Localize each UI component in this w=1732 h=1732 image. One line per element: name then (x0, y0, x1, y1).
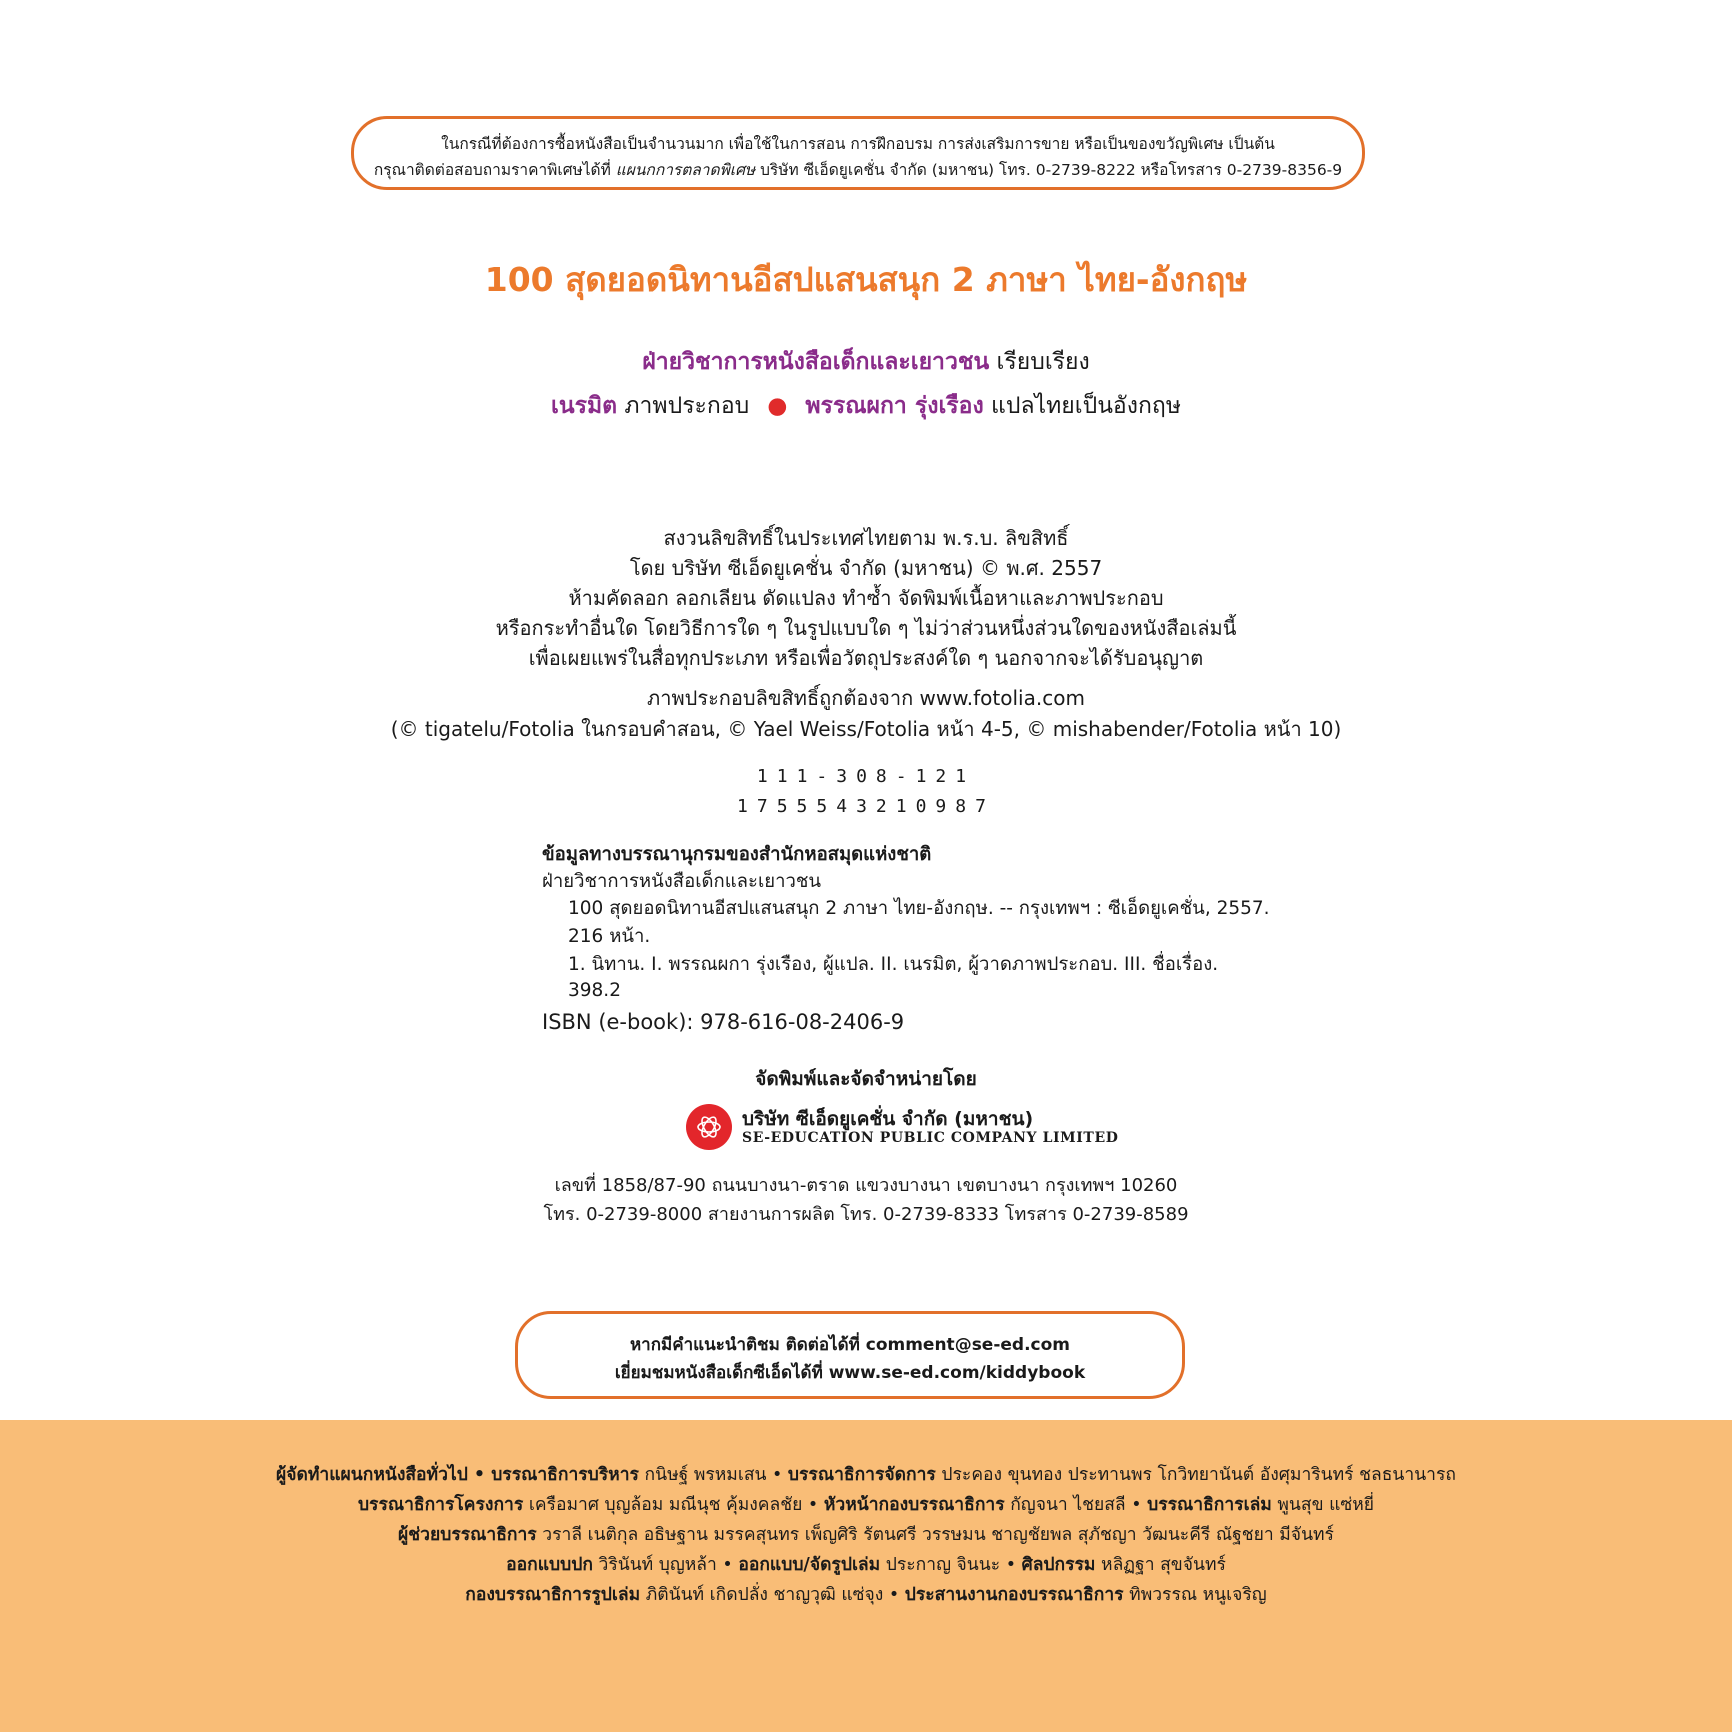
publisher-name-thai: บริษัท ซีเอ็ดยูเคชั่น จำกัด (มหาชน) (742, 1108, 1034, 1130)
publisher-phones: โทร. 0-2739-8000 สายงานการผลิต โทร. 0-2739-8333 โทรสาร 0-2739-8589 (543, 1204, 1189, 1225)
isbn: ISBN (e-book): 978-616-08-2406-9 (542, 1010, 905, 1034)
copyright-line-3: ห้ามคัดลอก ลอกเลียน ดัดแปลง ทำซ้ำ จัดพิมพ์เนื้อหาและภาพประกอบ (568, 586, 1164, 610)
staff-credits-footer (0, 1420, 1732, 1732)
bullet-dot-icon: ● (767, 393, 788, 419)
illustrator-role: ภาพประกอบ (617, 393, 750, 419)
catalog-classification: 398.2 (568, 980, 621, 1001)
special-marketing-dept: แผนกการตลาดพิเศษ (615, 161, 756, 179)
editor-name: ฝ่ายวิชาการหนังสือเด็กและเยาวชน (642, 349, 990, 375)
contact-email-line: หากมีคำแนะนำติชม ติดต่อได้ที่ comment@se-ed.com (629, 1335, 1071, 1355)
translator-name: พรรณผกา รุ่งเรือง (805, 393, 984, 419)
staff-row: บรรณาธิการโครงการ เครือมาศ บุญล้อม มณีนุช คุ้มงคลชัย • หัวหน้ากองบรรณาธิการ กัญจนา ไชยสลี • บรรณาธิการเล่ม พูนสุข แซ่หยี่ (357, 1495, 1375, 1515)
image-credit-detail: (© tigatelu/Fotolia ในกรอบคำสอน, © Yael Weiss/Fotolia หน้า 4-5, © mishabender/Fotolia หน้า 10) (390, 717, 1342, 741)
publisher-address: เลขที่ 1858/87-90 ถนนบางนา-ตราด แขวงบางนา เขตบางนา กรุงเทพฯ 10260 (554, 1175, 1178, 1196)
notice-line-1: ในกรณีที่ต้องการซื้อหนังสือเป็นจำนวนมาก เพื่อใช้ในการสอน การฝึกอบรม การส่งเสริมการขาย หรือเป็นของขวัญพิเศษ เป็นต้น (441, 135, 1275, 153)
book-title: 100 สุดยอดนิทานอีสปแสนสนุก 2 ภาษา ไทย-อังกฤษ (484, 260, 1248, 299)
illustrator-name: เนรมิต (551, 393, 618, 419)
catalog-title-line: 100 สุดยอดนิทานอีสปแสนสนุก 2 ภาษา ไทย-อังกฤษ. -- กรุงเทพฯ : ซีเอ็ดยูเคชั่น, 2557. (568, 898, 1270, 919)
contact-box (515, 1311, 1185, 1399)
notice-line-2: กรุณาติดต่อสอบถามราคาพิเศษได้ที่ แผนกการตลาดพิเศษ บริษัท ซีเอ็ดยูเคชั่น จำกัด (มหาชน) โทร. 0-2739-8222 หรือโทรสาร 0-2739-8356-9 (373, 161, 1343, 179)
copyright-line-1: สงวนลิขสิทธิ์ในประเทศไทยตาม พ.ร.บ. ลิขสิทธิ์ (663, 526, 1069, 550)
publisher-name-english: SE-EDUCATION PUBLIC COMPANY LIMITED (742, 1130, 1119, 1146)
staff-row: ผู้จัดทำแผนกหนังสือทั่วไป • บรรณาธิการบริหาร กนิษฐ์ พรหมเสน • บรรณาธิการจัดการ ประคอง ขุนทอง ประทานพร โกวิทยานันต์ อังศุมารินทร์ ชลธนานารถ (276, 1465, 1456, 1485)
catalog-author: ฝ่ายวิชาการหนังสือเด็กและเยาวชน (542, 871, 822, 892)
catalog-pages: 216 หน้า. (568, 926, 651, 947)
editor-role: เรียบเรียง (989, 349, 1090, 375)
image-credit-line: ภาพประกอบลิขสิทธิ์ถูกต้องจาก www.fotolia.com (647, 686, 1085, 710)
translator-role: แปลไทยเป็นอังกฤษ (983, 393, 1181, 419)
contact-web-line: เยี่ยมชมหนังสือเด็กซีเอ็ดได้ที่ www.se-ed.com/kiddybook (614, 1363, 1086, 1383)
print-run-numbers: 1755543210987 (737, 796, 995, 817)
credits-illustrator-translator (0, 388, 1732, 424)
staff-row: ผู้ช่วยบรรณาธิการ วราลี เนติกุล อธิษฐาน มรรคสุนทร เพ็ญศิริ รัตนศรี วรรษมน ชาญชัยพล สุภัชญา วัฒนะคีรี ณัฐชยา มีจันทร์ (398, 1525, 1334, 1545)
catalog-subjects: 1. นิทาน. I. พรรณผกา รุ่งเรือง, ผู้แปล. II. เนรมิต, ผู้วาดภาพประกอบ. III. ชื่อเรื่อง. (568, 954, 1219, 975)
copyright-line-5: เพื่อเผยแพร่ในสื่อทุกประเภท หรือเพื่อวัตถุประสงค์ใด ๆ นอกจากจะได้รับอนุญาต (528, 646, 1204, 670)
se-ed-logo-icon (686, 1104, 732, 1150)
bulk-order-notice (351, 116, 1365, 190)
staff-row: ออกแบบปก วิรินันท์ บุญหล้า • ออกแบบ/จัดรูปเล่ม ประกาญ จินนะ • ศิลปกรรม หลิฏฐา สุขจันทร์ (506, 1555, 1226, 1575)
copyright-line-2: โดย บริษัท ซีเอ็ดยูเคชั่น จำกัด (มหาชน) © พ.ศ. 2557 (629, 556, 1103, 580)
book-code: 111-308-121 (756, 766, 976, 787)
copyright-line-4: หรือกระทำอื่นใด โดยวิธีการใด ๆ ในรูปแบบใด ๆ ไม่ว่าส่วนหนึ่งส่วนใดของหนังสือเล่มนี้ (495, 616, 1237, 640)
publisher-heading: จัดพิมพ์และจัดจำหน่ายโดย (755, 1068, 977, 1090)
credits-editor (0, 344, 1732, 380)
staff-row: กองบรรณาธิการรูปเล่ม ภิตินันท์ เกิดปลั่ง ชาญวุฒิ แซ่จุง • ประสานงานกองบรรณาธิการ ทิพวรรณ หนูเจริญ (465, 1585, 1267, 1605)
catalog-heading: ข้อมูลทางบรรณานุกรมของสำนักหอสมุดแห่งชาติ (542, 844, 932, 865)
